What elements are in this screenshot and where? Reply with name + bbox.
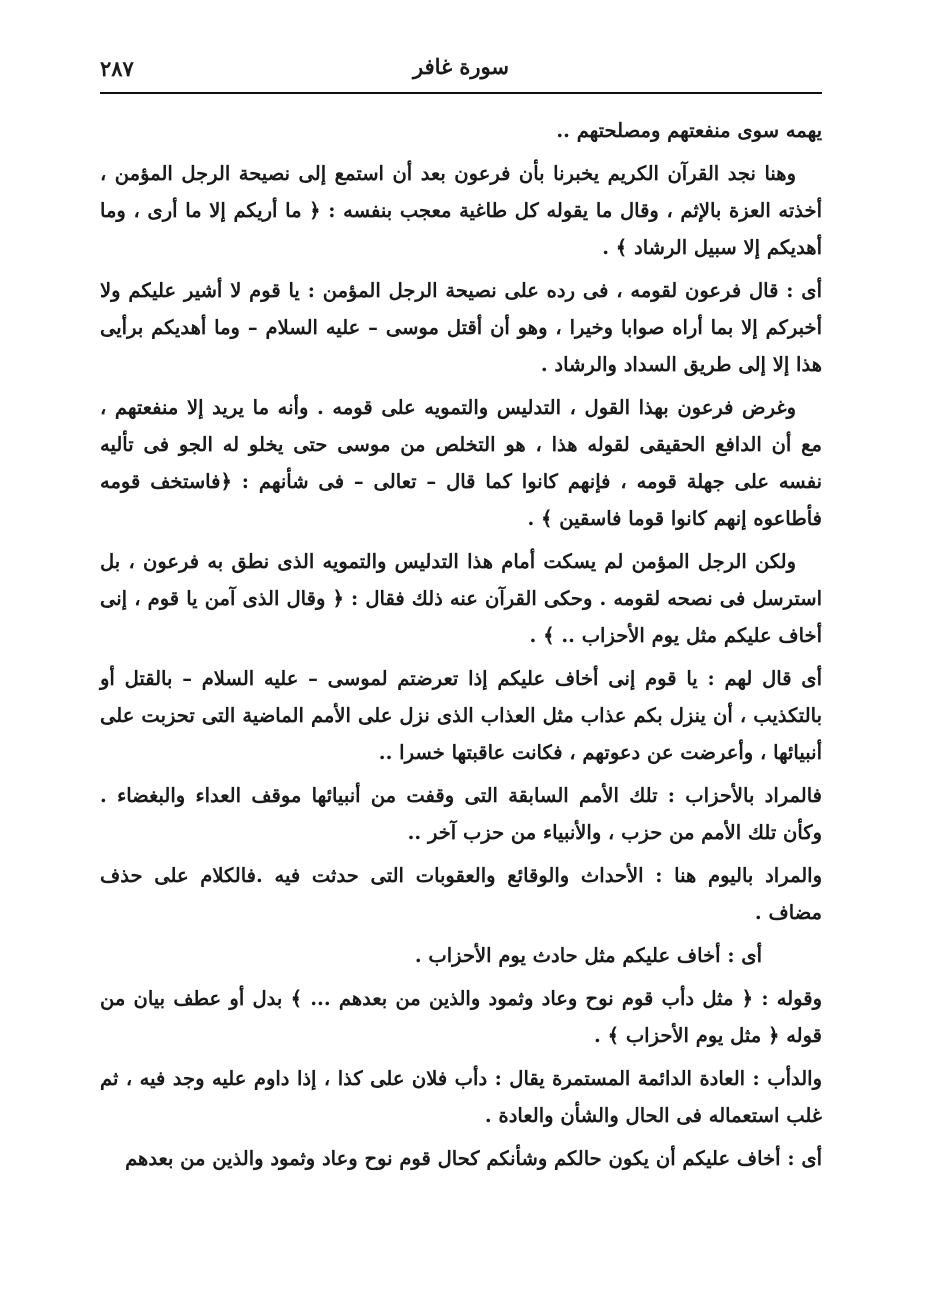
paragraph-3: أى : قال فرعون لقومه ، فى رده على نصيحة الرجل المؤمن : يا قوم لا أشير عليكم ولا أخبركم إلا بما أراه صوابا وخيرا ، وهو أن أقتل موسى – عليه السلام – وما أهديكم برأيى هذا إلا إلى طريق السداد والرشاد . xyxy=(100,279,822,376)
paragraph-4: وغرض فرعون بهذا القول ، التدليس والتمويه على قومه . وأنه ما يريد إلا منفعتهم ، مع أن الدافع الحقيقى لقوله هذا ، هو التخلص من موسى حتى يخلو له الجو فى تأليه نفسه على جهلة قومه ، فإنهم كانوا كما قال – تعالى – فى شأنهم : ﴿فاستخف قومه فأطاعوه إنهم كانوا قوما فاسقين ﴾ . xyxy=(100,396,822,530)
header-rule xyxy=(100,92,822,94)
paragraph-1: يهمه سوى منفعتهم ومصلحتهم .. xyxy=(556,119,822,142)
paragraph-2: وهنا نجد القرآن الكريم يخبرنا بأن فرعون بعد أن استمع إلى نصيحة الرجل المؤمن ، أخذته العزة بالإثم ، وقال ما يقوله كل طاغية معجب بنفسه : ﴿ ما أريكم إلا ما أرى ، وما أهديكم إلا سبيل الرشاد ﴾ . xyxy=(100,162,822,259)
page-body xyxy=(100,112,822,1183)
paragraph-9: أى : أخاف عليكم مثل حادث يوم الأحزاب . xyxy=(414,944,762,967)
paragraph-6: أى قال لهم : يا قوم إنى أخاف عليكم إذا تعرضتم لموسى – عليه السلام – بالقتل أو بالتكذيب ، أن ينزل بكم عذاب مثل العذاب الذى نزل على الأمم الماضية التى تحزبت على أنبيائها ، وأعرضت عن دعوتهم ، فكانت عاقبتها خسرا .. xyxy=(100,667,822,764)
paragraph-12: أى : أخاف عليكم أن يكون حالكم وشأنكم كحال قوم نوح وعاد وثمود والذين من بعدهم xyxy=(125,1147,822,1170)
page-header xyxy=(100,52,822,88)
paragraph-8: والمراد باليوم هنا : الأحداث والوقائع والعقوبات التى حدثت فيه .فالكلام على حذف مضاف . xyxy=(100,864,822,924)
running-title: سورة غافر xyxy=(413,54,509,79)
page-number: ٢٨٧ xyxy=(100,56,134,81)
paragraph-7: فالمراد بالأحزاب : تلك الأمم السابقة التى وقفت من أنبيائها موقف العداء والبغضاء . وكأن تلك الأمم من حزب ، والأنبياء من حزب آخر .. xyxy=(100,784,822,844)
paragraph-10: وقوله : ﴿ مثل دأب قوم نوح وعاد وثمود والذين من بعدهم ... ﴾ بدل أو عطف بيان من قوله ﴿ مثل يوم الأحزاب ﴾ . xyxy=(100,987,822,1047)
paragraph-5: ولكن الرجل المؤمن لم يسكت أمام هذا التدليس والتمويه الذى نطق به فرعون ، بل استرسل فى نصحه لقومه . وحكى القرآن عنه ذلك فقال : ﴿ وقال الذى آمن يا قوم ، إنى أخاف عليكم مثل يوم الأحزاب .. ﴾ . xyxy=(100,550,822,647)
paragraph-11: والدأب : العادة الدائمة المستمرة يقال : دأب فلان على كذا ، إذا داوم عليه وجد فيه ، ثم غلب استعماله فى الحال والشأن والعادة . xyxy=(100,1067,822,1127)
